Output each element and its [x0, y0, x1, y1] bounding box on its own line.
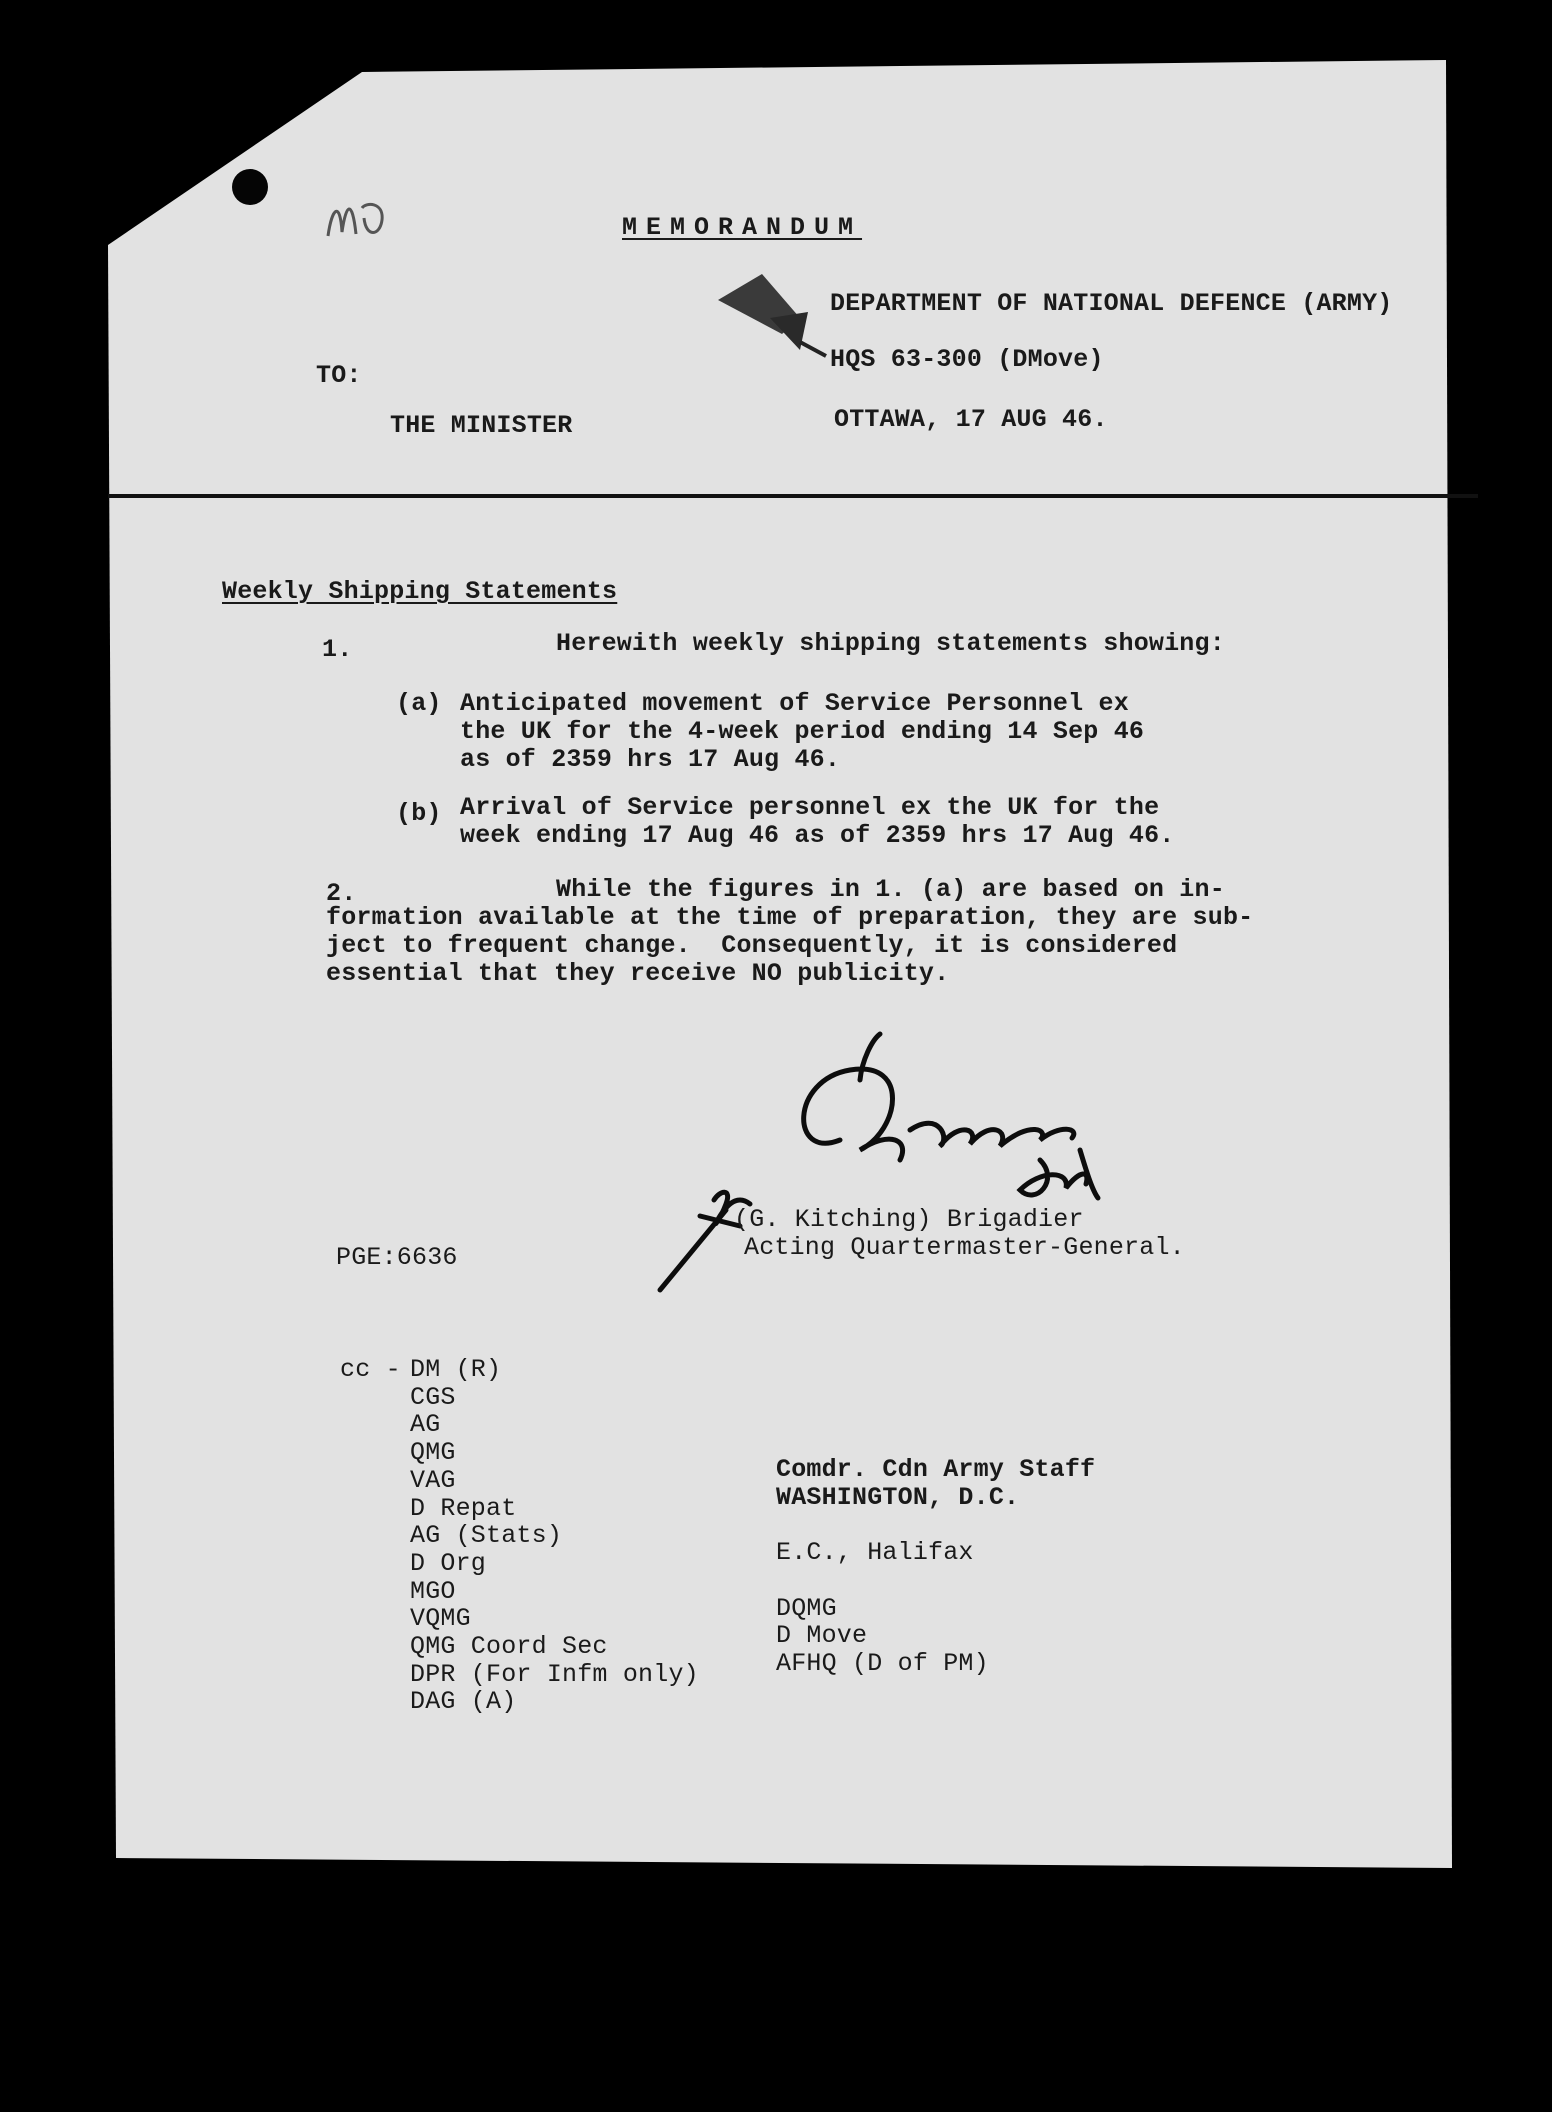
cc-recipient-right: Comdr. Cdn Army Staff	[776, 1455, 1096, 1484]
memo-heading: MEMORANDUM	[622, 213, 863, 242]
para2-line-3: ject to frequent change. Consequently, it is considered	[326, 931, 1178, 960]
cc-recipient-left: VAG	[410, 1465, 456, 1495]
recipient-name: THE MINISTER	[390, 411, 573, 440]
cc-recipient-left: VQMG	[410, 1604, 471, 1634]
cc-recipient-right: WASHINGTON, D.C.	[776, 1482, 1020, 1512]
cc-recipient-left: D Repat	[410, 1493, 517, 1523]
item-b-label: (b)	[396, 799, 442, 828]
header-divider	[108, 494, 1478, 498]
item-b-line-2: week ending 17 Aug 46 as of 2359 hrs 17 Aug 46.	[460, 821, 1175, 850]
para2-line-2: formation available at the time of preparation, they are sub-	[326, 903, 1254, 932]
para2-line-4: essential that they receive NO publicity.	[326, 959, 950, 988]
cc-recipient-left: MGO	[410, 1576, 456, 1606]
cc-recipient-right: E.C., Halifax	[776, 1538, 974, 1568]
para1-number: 1.	[322, 635, 353, 664]
cc-recipient-left: AG (Stats)	[410, 1521, 563, 1551]
handwritten-initials	[322, 188, 402, 248]
to-label: TO:	[316, 361, 362, 390]
para2-line-1: While the figures in 1. (a) are based on in-	[556, 875, 1225, 904]
para2-number: 2.	[326, 879, 357, 908]
cc-recipient-right: DQMG	[776, 1593, 837, 1623]
item-a-line-2: the UK for the 4-week period ending 14 Sep 46	[460, 717, 1145, 746]
file-reference: HQS 63-300 (DMove)	[830, 345, 1104, 374]
place-date: OTTAWA, 17 AUG 46.	[834, 405, 1108, 434]
department-name: DEPARTMENT OF NATIONAL DEFENCE (ARMY)	[830, 289, 1393, 318]
item-a-line-3: as of 2359 hrs 17 Aug 46.	[460, 745, 841, 774]
cc-recipient-left: DAG (A)	[410, 1687, 517, 1717]
cc-recipient-left: AG	[410, 1410, 441, 1440]
subject-heading: Weekly Shipping Statements	[222, 577, 618, 606]
cc-recipient-left: DM (R)	[410, 1355, 502, 1384]
cc-recipient-right: D Move	[776, 1621, 868, 1651]
para1-text: Herewith weekly shipping statements showing:	[556, 629, 1225, 658]
signatory-title: Acting Quartermaster-General.	[744, 1233, 1185, 1262]
cc-recipient-left: QMG	[410, 1438, 456, 1468]
reference-number: PGE:6636	[336, 1243, 458, 1272]
item-a-line-1: Anticipated movement of Service Personnel ex	[460, 689, 1129, 718]
cc-label: cc -	[340, 1355, 401, 1384]
cc-recipient-left: QMG Coord Sec	[410, 1632, 608, 1661]
cc-recipient-left: D Org	[410, 1548, 487, 1578]
cc-recipient-left: DPR (For Infm only)	[410, 1659, 699, 1689]
cc-recipient-left: CGS	[410, 1382, 456, 1412]
cc-recipient-right: AFHQ (D of PM)	[776, 1648, 989, 1678]
item-b-line-1: Arrival of Service personnel ex the UK for the	[460, 793, 1160, 822]
signatory-name: (G. Kitching) Brigadier	[734, 1205, 1084, 1234]
item-a-label: (a)	[396, 689, 442, 718]
